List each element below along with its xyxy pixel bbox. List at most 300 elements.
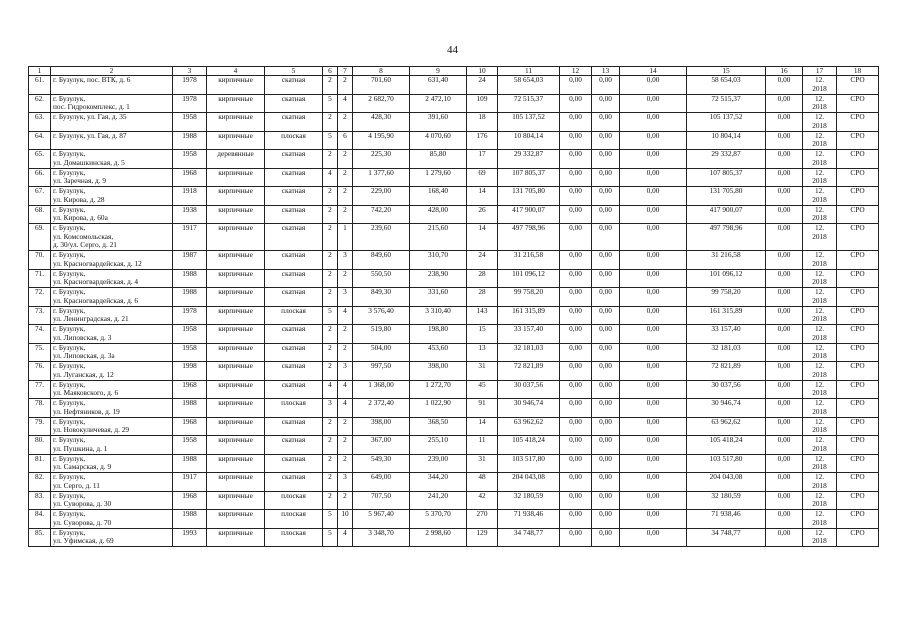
row-number-cell: 69. (29, 224, 51, 251)
value-col15-cell: 29 332,87 (687, 150, 766, 169)
period-month: 12. (814, 94, 825, 103)
living-area-cell: 310,70 (410, 251, 467, 270)
residents-cell: 45 (467, 380, 498, 399)
value-col12-cell: 0,00 (560, 113, 592, 132)
period-month: 12. (814, 324, 825, 334)
residents-cell: 91 (467, 399, 498, 418)
value-col13-cell: 0,00 (592, 528, 620, 547)
entrances-cell: 3 (338, 288, 353, 307)
value-col13-cell: 0,00 (592, 380, 620, 399)
value-col13-cell: 0,00 (592, 224, 620, 251)
method-cell: СРО (837, 528, 879, 547)
value-col12-cell: 0,00 (560, 205, 592, 224)
value-col15-cell: 63 962,62 (687, 417, 766, 436)
residents-cell: 31 (467, 362, 498, 381)
planned-period-cell (803, 288, 837, 307)
period-year: 2018 (812, 499, 827, 509)
floors-cell: 2 (323, 454, 338, 473)
roof-type-cell: скатная (265, 380, 323, 399)
table-row (29, 362, 879, 381)
value-col14-cell: 0,00 (620, 436, 687, 455)
address-line: г. Бузулук, (53, 269, 86, 278)
entrances-cell: 2 (338, 168, 353, 187)
total-area-cell: 239,60 (353, 224, 410, 251)
value-col16-cell: 0,00 (766, 288, 803, 307)
period-year: 2018 (812, 480, 827, 490)
roof-type-cell: скатная (265, 150, 323, 169)
value-col12-cell: 0,00 (560, 343, 592, 362)
value-col15-cell: 99 758,20 (687, 288, 766, 307)
value-col13-cell: 0,00 (592, 473, 620, 492)
wall-material-cell: деревянные (207, 150, 265, 169)
total-cost-cell: 33 157,40 (498, 325, 560, 344)
value-col12-cell: 0,00 (560, 454, 592, 473)
year-cell: 1978 (173, 94, 207, 113)
value-col12-cell: 0,00 (560, 417, 592, 436)
total-area-cell: 3 348,70 (353, 528, 410, 547)
method-cell: СРО (837, 380, 879, 399)
address-line: г. Бузулук, (53, 205, 86, 214)
roof-type-cell: скатная (265, 417, 323, 436)
floors-cell: 2 (323, 224, 338, 251)
method-cell: СРО (837, 131, 879, 150)
total-cost-cell: 32 181,03 (498, 343, 560, 362)
address-line: г. Бузулук, (53, 472, 86, 482)
wall-material-cell: кирпичные (207, 187, 265, 206)
value-col15-cell: 30 037,56 (687, 380, 766, 399)
address-line: г. Бузулук, (53, 306, 86, 315)
address-line: г. Бузулук, (53, 343, 86, 352)
period-month: 12. (814, 168, 825, 177)
wall-material-cell: кирпичные (207, 528, 265, 547)
total-cost-cell: 99 758,20 (498, 288, 560, 307)
column-number-cell: 3 (173, 67, 207, 76)
value-col16-cell: 0,00 (766, 187, 803, 206)
wall-material-cell: кирпичные (207, 362, 265, 381)
entrances-cell: 2 (338, 269, 353, 288)
total-area-cell: 428,30 (353, 113, 410, 132)
value-col15-cell: 107 805,37 (687, 168, 766, 187)
wall-material-cell: кирпичные (207, 343, 265, 362)
period-year: 2018 (812, 277, 827, 287)
address-cell (51, 131, 173, 150)
value-col14-cell: 0,00 (620, 168, 687, 187)
total-area-cell: 225,30 (353, 150, 410, 169)
floors-cell: 2 (323, 150, 338, 169)
column-number-cell: 10 (467, 67, 498, 76)
residents-cell: 13 (467, 343, 498, 362)
roof-type-cell: скатная (265, 288, 323, 307)
planned-period-cell (803, 343, 837, 362)
wall-material-cell: кирпичные (207, 491, 265, 510)
living-area-cell: 1 272,70 (410, 380, 467, 399)
year-cell: 1968 (173, 168, 207, 187)
year-cell: 1958 (173, 325, 207, 344)
floors-cell: 5 (323, 510, 338, 529)
value-col13-cell: 0,00 (592, 187, 620, 206)
floors-cell: 2 (323, 491, 338, 510)
value-col16-cell: 0,00 (766, 205, 803, 224)
residents-cell: 48 (467, 473, 498, 492)
table-row (29, 528, 879, 547)
planned-period-cell (803, 325, 837, 344)
address-cell (51, 94, 173, 113)
address-line: г. Бузулук, (53, 380, 86, 389)
address-line: ул. Ленинградская, д. 21 (53, 314, 129, 324)
period-month: 12. (814, 287, 825, 297)
wall-material-cell: кирпичные (207, 436, 265, 455)
total-cost-cell: 34 748,77 (498, 528, 560, 547)
row-number-cell: 85. (29, 528, 51, 547)
method-cell: СРО (837, 224, 879, 251)
value-col16-cell: 0,00 (766, 306, 803, 325)
planned-period-cell (803, 168, 837, 187)
wall-material-cell: кирпичные (207, 251, 265, 270)
year-cell: 1917 (173, 473, 207, 492)
address-line: ул. Липовская, д. 3а (53, 351, 115, 361)
address-line: ул. Суворова, д. 30 (53, 499, 112, 509)
floors-cell: 2 (323, 205, 338, 224)
value-col15-cell: 105 418,24 (687, 436, 766, 455)
method-cell: СРО (837, 510, 879, 529)
total-area-cell: 519,80 (353, 325, 410, 344)
year-cell: 1988 (173, 510, 207, 529)
living-area-cell: 198,80 (410, 325, 467, 344)
year-cell: 1988 (173, 131, 207, 150)
value-col13-cell: 0,00 (592, 205, 620, 224)
address-line: ул. Кирова, д. 60а (53, 213, 108, 223)
floors-cell: 5 (323, 94, 338, 113)
period-month: 12. (814, 380, 825, 389)
period-year: 2018 (812, 213, 827, 223)
value-col12-cell: 0,00 (560, 380, 592, 399)
entrances-cell: 3 (338, 362, 353, 381)
value-col14-cell: 0,00 (620, 269, 687, 288)
planned-period-cell (803, 528, 837, 547)
period-year: 2018 (812, 462, 827, 472)
row-number-cell: 74. (29, 325, 51, 344)
address-line: ул. Самарская, д. 9 (53, 462, 112, 472)
value-col13-cell: 0,00 (592, 436, 620, 455)
address-cell (51, 113, 173, 132)
residents-cell: 28 (467, 288, 498, 307)
living-area-cell: 239,00 (410, 454, 467, 473)
entrances-cell: 4 (338, 528, 353, 547)
year-cell: 1988 (173, 454, 207, 473)
table-row (29, 94, 879, 113)
total-cost-cell: 72 515,37 (498, 94, 560, 113)
value-col12-cell: 0,00 (560, 436, 592, 455)
row-number-cell: 70. (29, 251, 51, 270)
value-col14-cell: 0,00 (620, 454, 687, 473)
value-col16-cell: 0,00 (766, 528, 803, 547)
living-area-cell: 631,40 (410, 76, 467, 95)
total-area-cell: 849,60 (353, 251, 410, 270)
address-cell (51, 325, 173, 344)
roof-type-cell: скатная (265, 113, 323, 132)
value-col16-cell: 0,00 (766, 76, 803, 95)
value-col14-cell: 0,00 (620, 113, 687, 132)
row-number-cell: 80. (29, 436, 51, 455)
value-col12-cell: 0,00 (560, 362, 592, 381)
period-year: 2018 (812, 83, 827, 93)
year-cell: 1938 (173, 205, 207, 224)
wall-material-cell: кирпичные (207, 417, 265, 436)
method-cell: СРО (837, 251, 879, 270)
living-area-cell: 2 472,10 (410, 94, 467, 113)
address-line: ул. Пушкина, д. 1 (53, 443, 108, 453)
value-col16-cell: 0,00 (766, 325, 803, 344)
floors-cell: 2 (323, 325, 338, 344)
total-area-cell: 849,30 (353, 288, 410, 307)
table-row (29, 417, 879, 436)
method-cell: СРО (837, 205, 879, 224)
address-line: ул. Домашкинская, д. 5 (53, 157, 125, 167)
row-number-cell: 62. (29, 94, 51, 113)
period-month: 12. (814, 269, 825, 278)
wall-material-cell: кирпичные (207, 306, 265, 325)
period-year: 2018 (812, 120, 827, 130)
residents-cell: 176 (467, 131, 498, 150)
value-col15-cell: 103 517,80 (687, 454, 766, 473)
value-col16-cell: 0,00 (766, 168, 803, 187)
value-col15-cell: 72 821,89 (687, 362, 766, 381)
entrances-cell: 2 (338, 436, 353, 455)
column-number-cell: 2 (51, 67, 173, 76)
year-cell: 1958 (173, 113, 207, 132)
address-line: г. Бузулук, (53, 454, 86, 463)
living-area-cell: 3 310,40 (410, 306, 467, 325)
column-number-cell: 1 (29, 67, 51, 76)
entrances-cell: 2 (338, 150, 353, 169)
column-number-cell: 12 (560, 67, 592, 76)
floors-cell: 2 (323, 473, 338, 492)
value-col13-cell: 0,00 (592, 399, 620, 418)
entrances-cell: 2 (338, 343, 353, 362)
method-cell: СРО (837, 362, 879, 381)
value-col16-cell: 0,00 (766, 417, 803, 436)
entrances-cell: 2 (338, 187, 353, 206)
address-cell (51, 150, 173, 169)
period-month: 12. (814, 205, 825, 214)
total-cost-cell: 72 821,89 (498, 362, 560, 381)
row-number-cell: 64. (29, 131, 51, 150)
year-cell: 1917 (173, 224, 207, 251)
value-col13-cell: 0,00 (592, 269, 620, 288)
wall-material-cell: кирпичные (207, 224, 265, 251)
value-col13-cell: 0,00 (592, 306, 620, 325)
period-year: 2018 (812, 388, 827, 398)
value-col16-cell: 0,00 (766, 454, 803, 473)
value-col14-cell: 0,00 (620, 399, 687, 418)
year-cell: 1988 (173, 269, 207, 288)
column-number-cell: 18 (837, 67, 879, 76)
residents-cell: 14 (467, 224, 498, 251)
total-cost-cell: 32 180,59 (498, 491, 560, 510)
column-number-cell: 14 (620, 67, 687, 76)
address-line: ул. Красногвардейская, д. 12 (53, 258, 142, 268)
living-area-cell: 168,40 (410, 187, 467, 206)
period-year: 2018 (812, 139, 827, 149)
living-area-cell: 391,60 (410, 113, 467, 132)
floors-cell: 2 (323, 187, 338, 206)
value-col15-cell: 204 043,08 (687, 473, 766, 492)
address-line: ул. Уфимская, д. 69 (53, 536, 114, 546)
total-area-cell: 997,50 (353, 362, 410, 381)
roof-type-cell: плоская (265, 131, 323, 150)
planned-period-cell (803, 380, 837, 399)
address-line: ул. Заречная, д. 9 (53, 176, 107, 186)
total-area-cell: 1 368,00 (353, 380, 410, 399)
entrances-cell: 3 (338, 251, 353, 270)
value-col13-cell: 0,00 (592, 76, 620, 95)
planned-period-cell (803, 131, 837, 150)
wall-material-cell: кирпичные (207, 76, 265, 95)
total-cost-cell: 31 216,58 (498, 251, 560, 270)
value-col13-cell: 0,00 (592, 288, 620, 307)
period-month: 12. (814, 250, 825, 260)
value-col13-cell: 0,00 (592, 113, 620, 132)
entrances-cell: 2 (338, 491, 353, 510)
roof-type-cell: скатная (265, 436, 323, 455)
period-month: 12. (814, 343, 825, 352)
living-area-cell: 428,00 (410, 205, 467, 224)
address-cell (51, 251, 173, 270)
value-col12-cell: 0,00 (560, 251, 592, 270)
value-col12-cell: 0,00 (560, 473, 592, 492)
entrances-cell: 4 (338, 399, 353, 418)
total-area-cell: 2 682,70 (353, 94, 410, 113)
roof-type-cell: скатная (265, 473, 323, 492)
value-col14-cell: 0,00 (620, 380, 687, 399)
method-cell: СРО (837, 399, 879, 418)
value-col14-cell: 0,00 (620, 288, 687, 307)
method-cell: СРО (837, 436, 879, 455)
total-cost-cell: 71 938,46 (498, 510, 560, 529)
year-cell: 1968 (173, 380, 207, 399)
table-body (29, 67, 879, 547)
living-area-cell: 398,00 (410, 362, 467, 381)
period-month: 12. (814, 149, 825, 158)
value-col13-cell: 0,00 (592, 150, 620, 169)
value-col16-cell: 0,00 (766, 269, 803, 288)
method-cell: СРО (837, 150, 879, 169)
value-col15-cell: 72 515,37 (687, 94, 766, 113)
planned-period-cell (803, 205, 837, 224)
column-number-cell: 15 (687, 67, 766, 76)
residents-cell: 18 (467, 113, 498, 132)
year-cell: 1958 (173, 436, 207, 455)
value-col14-cell: 0,00 (620, 417, 687, 436)
year-cell: 1998 (173, 362, 207, 381)
period-month: 12. (814, 361, 825, 371)
residents-cell: 14 (467, 187, 498, 206)
column-number-cell: 16 (766, 67, 803, 76)
floors-cell: 2 (323, 269, 338, 288)
year-cell: 1978 (173, 306, 207, 325)
address-line: г. Бузулук, (53, 509, 86, 519)
living-area-cell: 238,90 (410, 269, 467, 288)
address-cell (51, 491, 173, 510)
period-year: 2018 (812, 369, 827, 379)
value-col14-cell: 0,00 (620, 325, 687, 344)
period-year: 2018 (812, 102, 827, 112)
address-cell (51, 205, 173, 224)
residents-cell: 14 (467, 417, 498, 436)
value-col13-cell: 0,00 (592, 454, 620, 473)
living-area-cell: 2 998,60 (410, 528, 467, 547)
period-month: 12. (814, 528, 825, 537)
total-area-cell: 1 377,60 (353, 168, 410, 187)
floors-cell: 2 (323, 362, 338, 381)
address-cell (51, 76, 173, 95)
row-number-cell: 76. (29, 362, 51, 381)
residents-cell: 24 (467, 251, 498, 270)
value-col16-cell: 0,00 (766, 251, 803, 270)
living-area-cell: 241,20 (410, 491, 467, 510)
address-line: ул. Новокуличевая, д. 29 (53, 425, 130, 435)
roof-type-cell: скатная (265, 343, 323, 362)
value-col16-cell: 0,00 (766, 94, 803, 113)
value-col15-cell: 497 798,96 (687, 224, 766, 251)
total-cost-cell: 417 900,07 (498, 205, 560, 224)
method-cell: СРО (837, 417, 879, 436)
value-col14-cell: 0,00 (620, 491, 687, 510)
address-cell (51, 454, 173, 473)
roof-type-cell: скатная (265, 269, 323, 288)
total-area-cell: 367,00 (353, 436, 410, 455)
floors-cell: 2 (323, 113, 338, 132)
planned-period-cell (803, 399, 837, 418)
period-year: 2018 (812, 443, 827, 453)
entrances-cell: 4 (338, 94, 353, 113)
table-row (29, 436, 879, 455)
method-cell: СРО (837, 473, 879, 492)
address-cell (51, 288, 173, 307)
living-area-cell: 255,10 (410, 436, 467, 455)
address-line: г. Бузулук, (53, 287, 86, 297)
planned-period-cell (803, 306, 837, 325)
floors-cell: 5 (323, 131, 338, 150)
roof-type-cell: скатная (265, 94, 323, 113)
entrances-cell: 4 (338, 380, 353, 399)
wall-material-cell: кирпичные (207, 454, 265, 473)
row-number-cell: 73. (29, 306, 51, 325)
residents-cell: 129 (467, 528, 498, 547)
total-area-cell: 504,00 (353, 343, 410, 362)
wall-material-cell: кирпичные (207, 288, 265, 307)
total-cost-cell: 10 804,14 (498, 131, 560, 150)
value-col15-cell: 30 946,74 (687, 399, 766, 418)
floors-cell: 2 (323, 288, 338, 307)
table-row (29, 325, 879, 344)
period-year: 2018 (812, 194, 827, 204)
address-cell (51, 473, 173, 492)
value-col15-cell: 34 748,77 (687, 528, 766, 547)
value-col13-cell: 0,00 (592, 510, 620, 529)
roof-type-cell: скатная (265, 251, 323, 270)
total-area-cell: 5 967,40 (353, 510, 410, 529)
floors-cell: 2 (323, 76, 338, 95)
period-month: 12. (814, 75, 825, 84)
address-line: д. 30/ул. Серго, д. 21 (53, 240, 117, 250)
entrances-cell: 2 (338, 454, 353, 473)
total-cost-cell: 497 798,96 (498, 224, 560, 251)
value-col12-cell: 0,00 (560, 306, 592, 325)
total-area-cell: 2 372,40 (353, 399, 410, 418)
value-col12-cell: 0,00 (560, 131, 592, 150)
row-number-cell: 63. (29, 113, 51, 132)
